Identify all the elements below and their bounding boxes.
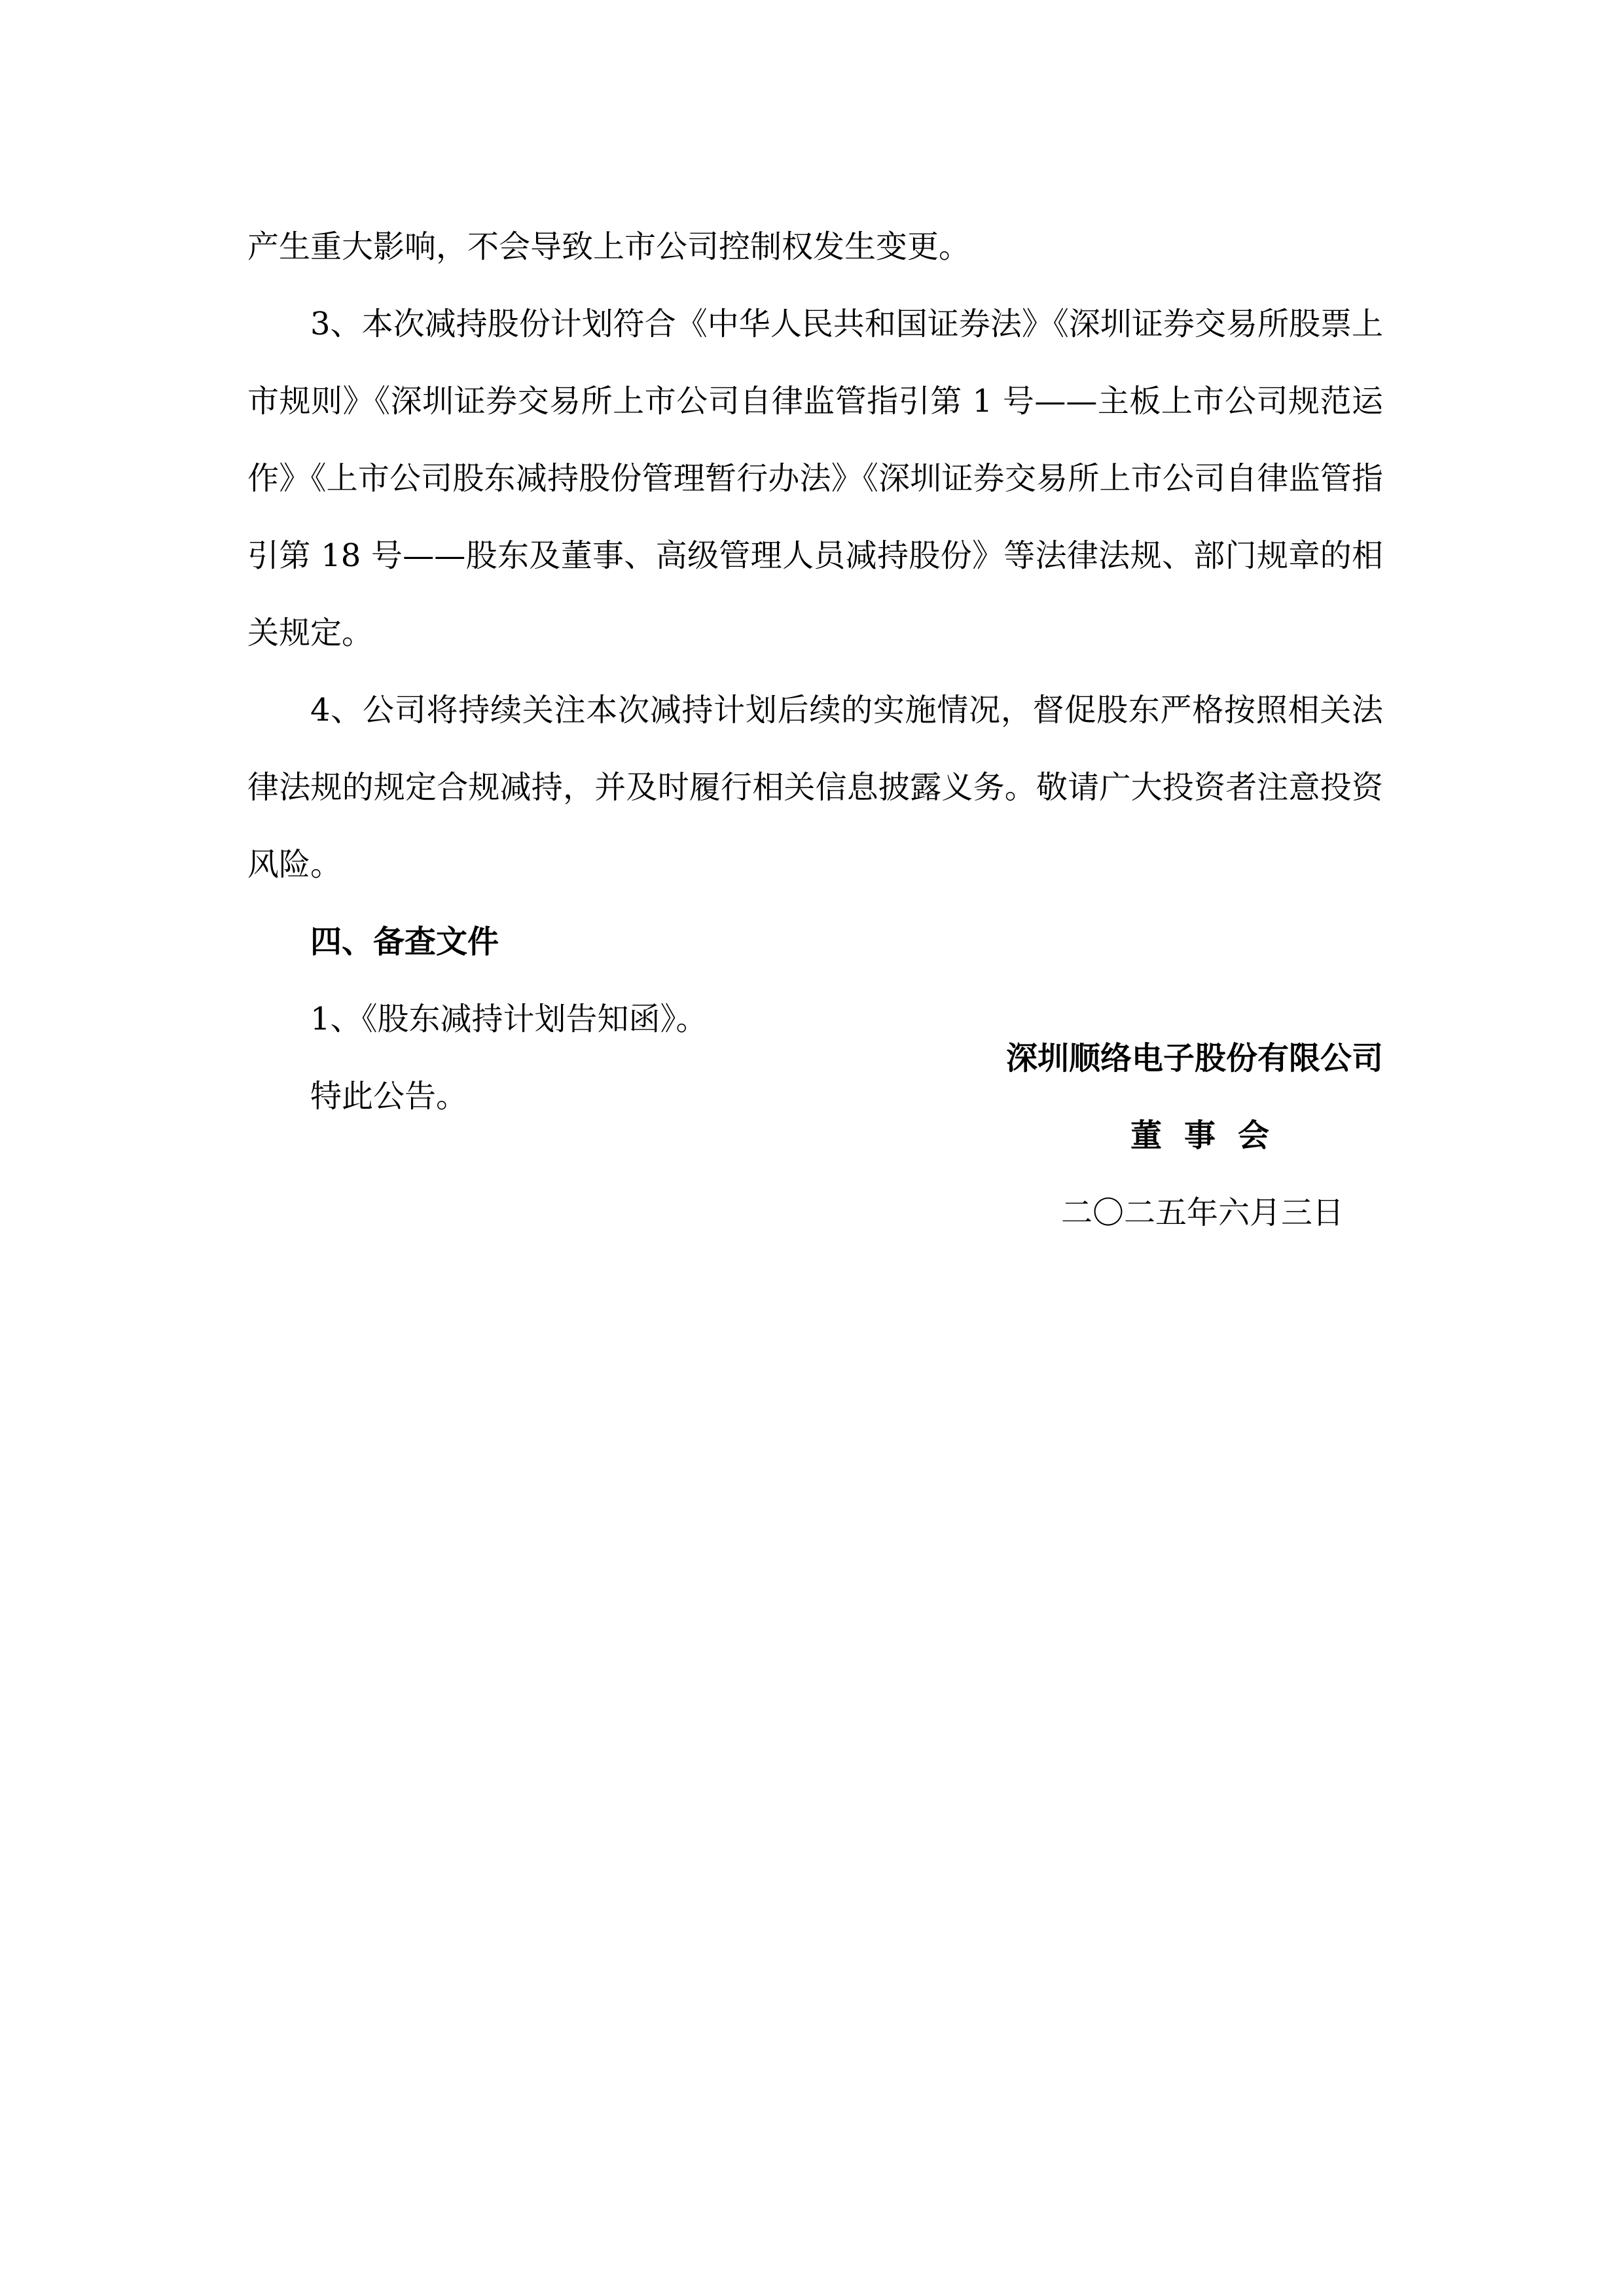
reference-document-item-1: 1、《股东减持计划告知函》。 [310,1001,708,1037]
announcement-body [247,208,1383,1135]
company-name: 深圳顺络电子股份有限公司 [1005,1040,1383,1077]
signature-block [851,1020,1383,1251]
paragraph-continued: 产生重大影响，不会导致上市公司控制权发生变更。 [247,228,971,265]
board-of-directors: 董事会 [1130,1117,1291,1154]
section-heading-reference-documents: 四、备查文件 [310,924,499,960]
announcement-date: 二〇二五年六月三日 [1060,1194,1344,1231]
paragraph-item-3: 3、本次减持股份计划符合《中华人民共和国证券法》《深圳证券交易所股票上市规则》《深圳证券交易所上市公司自律监管指引第 1 号——主板上市公司规范运作》《上市公司股东减持股份管理暂行办法》《深圳证券交易所上市公司自律监管指引第 18 号——股东及董事、高级管理人员减持股份》等法律法规、部门规章的相关规定。 [247,306,1383,651]
closing-statement: 特此公告。 [310,1078,468,1115]
paragraph-item-4: 4、公司将持续关注本次减持计划后续的实施情况，督促股东严格按照相关法律法规的规定合规减持，并及时履行相关信息披露义务。敬请广大投资者注意投资风险。 [247,692,1383,883]
